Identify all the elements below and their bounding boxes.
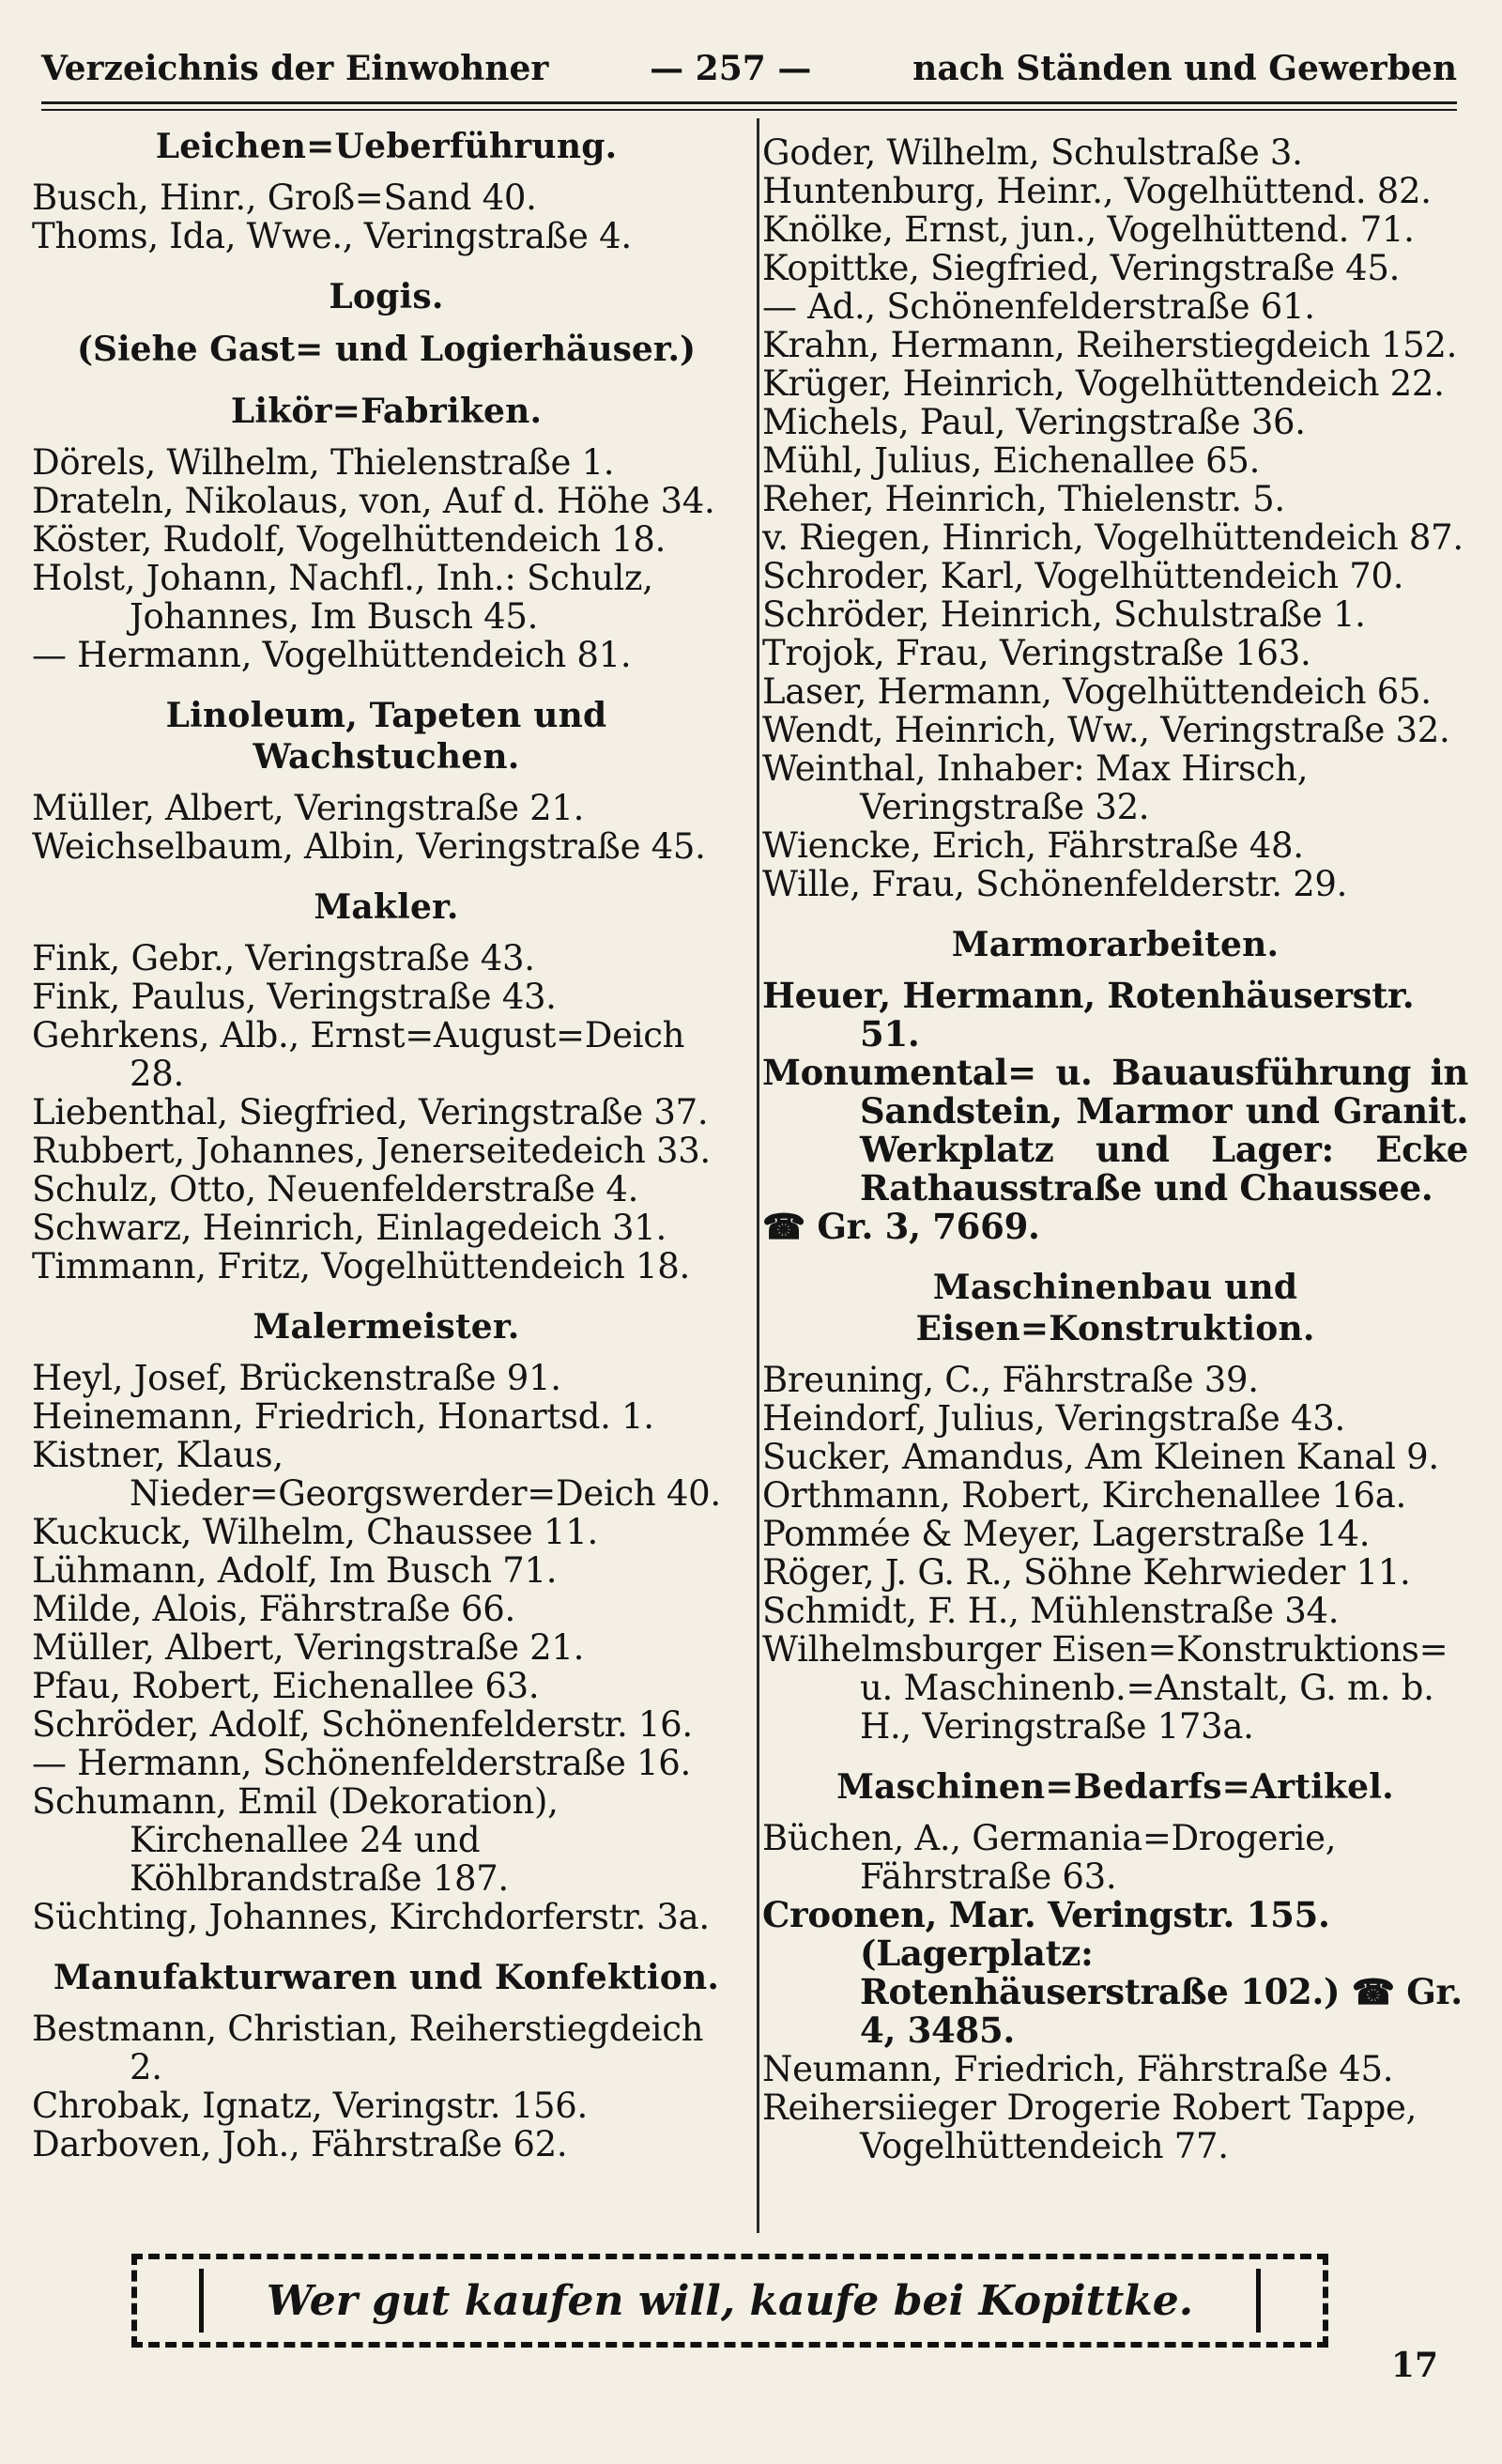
directory-entry: Wilhelmsburger Eisen=Konstruktions= u. Maschinenb.=Anstalt, G. m. b. H., Veringstraße 173a. <box>762 1629 1448 1747</box>
directory-entry: Heyl, Josef, Brückenstraße 91. <box>32 1358 561 1398</box>
directory-entry: Heuer, Hermann, Rotenhäuserstr. 51. <box>762 975 1415 1055</box>
directory-entry: Krüger, Heinrich, Vogelhüttendeich 22. <box>762 363 1445 404</box>
directory-entry: Bestmann, Christian, Reiherstiegdeich 2. <box>32 2009 704 2087</box>
directory-entry: Reihersiieger Drogerie Robert Tappe, Vogelhüttendeich 77. <box>762 2087 1418 2166</box>
directory-entry: v. Riegen, Hinrich, Vogelhüttendeich 87. <box>762 517 1464 558</box>
section-title: Logis. <box>329 277 444 316</box>
directory-entry: Wiencke, Erich, Fährstraße 48. <box>762 825 1304 866</box>
directory-entry: Schwarz, Heinrich, Einlagedeich 31. <box>32 1208 667 1248</box>
section-title: Maschinen=Bedarfs=Artikel. <box>836 1767 1394 1807</box>
directory-entry: Sucker, Amandus, Am Kleinen Kanal 9. <box>762 1437 1439 1477</box>
directory-entry: Schulz, Otto, Neuenfelderstraße 4. <box>32 1169 639 1209</box>
directory-entry: — Hermann, Schönenfelderstraße 16. <box>32 1743 691 1783</box>
section-title: Makler. <box>314 887 459 927</box>
directory-entry: Dörels, Wilhelm, Thielenstraße 1. <box>32 442 615 483</box>
directory-entry: Drateln, Nikolaus, von, Auf d. Höhe 34. <box>32 481 715 521</box>
header-left: Verzeichnis der Einwohner <box>41 49 549 88</box>
directory-entry: Müller, Albert, Veringstraße 21. <box>32 788 585 828</box>
section-title: Manufakturwaren und Konfektion. <box>53 1958 720 1997</box>
directory-entry: Pfau, Robert, Eichenallee 63. <box>32 1666 540 1706</box>
section <box>762 924 1468 1246</box>
directory-entry: Timmann, Fritz, Vogelhüttendeich 18. <box>32 1246 690 1286</box>
section-note: (Siehe Gast= und Logierhäuser.) <box>76 330 697 369</box>
directory-entry: Wendt, Heinrich, Ww., Veringstraße 32. <box>762 710 1450 750</box>
section-title: Malermeister. <box>253 1307 520 1347</box>
section-title: Linoleum, Tapeten und Wachstuchen. <box>165 696 607 777</box>
section <box>32 886 741 1286</box>
directory-entry: Busch, Hinr., Groß=Sand 40. <box>32 177 537 218</box>
directory-entry: Neumann, Friedrich, Fährstraße 45. <box>762 2049 1394 2089</box>
directory-entry: Süchting, Johannes, Kirchdorferstr. 3a. <box>32 1897 710 1937</box>
directory-entry: Röger, J. G. R., Söhne Kehrwieder 11. <box>762 1552 1411 1593</box>
directory-entry: Mühl, Julius, Eichenallee 65. <box>762 440 1261 481</box>
directory-entry: — Hermann, Vogelhüttendeich 81. <box>32 635 632 675</box>
column-divider <box>757 118 759 2233</box>
section-title: Likör=Fabriken. <box>230 392 543 431</box>
directory-entry: Büchen, A., Germania=Drogerie, Fährstraße 63. <box>762 1818 1337 1897</box>
directory-entry: Pommée & Meyer, Lagerstraße 14. <box>762 1514 1371 1554</box>
directory-entry: Heinemann, Friedrich, Honartsd. 1. <box>32 1396 654 1437</box>
section <box>32 391 741 674</box>
directory-entry: Rubbert, Johannes, Jenerseitedeich 33. <box>32 1131 711 1171</box>
directory-entry: Reher, Heinrich, Thielenstr. 5. <box>762 479 1285 519</box>
left-column <box>32 120 741 2164</box>
directory-entry: Krahn, Hermann, Reiherstiegdeich 152. <box>762 325 1458 365</box>
directory-entry: Weichselbaum, Albin, Veringstraße 45. <box>32 826 706 867</box>
directory-entry: Knölke, Ernst, jun., Vogelhüttend. 71. <box>762 209 1415 250</box>
directory-entry: Fink, Gebr., Veringstraße 43. <box>32 938 535 978</box>
header-rule <box>41 101 1457 104</box>
section-title: Marmorarbeiten. <box>951 925 1280 964</box>
directory-entry: Laser, Hermann, Vogelhüttendeich 65. <box>762 671 1432 712</box>
directory-entry: Wille, Frau, Schönenfelderstr. 29. <box>762 864 1348 904</box>
header-rule-second <box>41 109 1457 111</box>
directory-entry: Gehrkens, Alb., Ernst=August=Deich 28. <box>32 1015 685 1094</box>
section-title: Leichen=Ueberführung. <box>155 127 618 166</box>
directory-entry: Darboven, Joh., Fährstraße 62. <box>32 2124 568 2164</box>
directory-entry: Schröder, Heinrich, Schulstraße 1. <box>762 594 1366 635</box>
directory-entry: Monumental= u. Bauausführung in Sandstein, Marmor und Granit. Werkplatz und Lager: Ecke Rathausstraße und Chaussee. <box>762 1052 1468 1209</box>
section <box>762 1267 1468 1746</box>
directory-entry: Thoms, Ida, Wwe., Veringstraße 4. <box>32 216 632 256</box>
directory-entry: Croonen, Mar. Veringstr. 155. (Lagerplatz: Rotenhäuserstraße 102.) ☎ Gr. 4, 3485. <box>762 1894 1463 2051</box>
directory-entry: Holst, Johann, Nachfl., Inh.: Schulz, Johannes, Im Busch 45. <box>32 558 653 637</box>
directory-entry: Müller, Albert, Veringstraße 21. <box>32 1627 585 1668</box>
advert-banner <box>131 2254 1328 2348</box>
section <box>762 1766 1468 2165</box>
section <box>32 695 741 866</box>
directory-entry: Fink, Paulus, Veringstraße 43. <box>32 977 557 1017</box>
directory-entry: Schroder, Karl, Vogelhüttendeich 70. <box>762 556 1404 596</box>
directory-entry: Kistner, Klaus, Nieder=Georgswerder=Deich 40. <box>32 1435 721 1514</box>
directory-entry: Weinthal, Inhaber: Max Hirsch, Veringstraße 32. <box>762 748 1309 827</box>
directory-entry: Milde, Alois, Fährstraße 66. <box>32 1589 515 1629</box>
directory-entry: Schmidt, F. H., Mühlenstraße 34. <box>762 1591 1340 1631</box>
directory-entry: Breuning, C., Fährstraße 39. <box>762 1360 1259 1400</box>
directory-entry: Schröder, Adolf, Schönenfelderstr. 16. <box>32 1704 693 1745</box>
directory-entry: Orthmann, Robert, Kirchenallee 16a. <box>762 1475 1406 1516</box>
directory-entry: Chrobak, Ignatz, Veringstr. 156. <box>32 2086 588 2126</box>
directory-entry: Goder, Wilhelm, Schulstraße 3. <box>762 132 1303 173</box>
directory-entry: Trojok, Frau, Veringstraße 163. <box>762 633 1311 673</box>
directory-entry: Liebenthal, Siegfried, Veringstraße 37. <box>32 1092 709 1132</box>
directory-entry: — Ad., Schönenfelderstraße 61. <box>762 286 1315 327</box>
section <box>32 126 741 255</box>
directory-entry: Köster, Rudolf, Vogelhüttendeich 18. <box>32 519 667 560</box>
directory-entry: Kuckuck, Wilhelm, Chaussee 11. <box>32 1512 598 1552</box>
section <box>762 133 1468 903</box>
directory-entry: Huntenburg, Heinr., Vogelhüttend. 82. <box>762 171 1432 211</box>
directory-entry: ☎ Gr. 3, 7669. <box>762 1206 1040 1247</box>
header-page-number: — 257 — <box>650 49 812 88</box>
section-title: Maschinenbau und Eisen=Konstruktion. <box>915 1268 1315 1348</box>
directory-entry: Michels, Paul, Veringstraße 36. <box>762 402 1306 442</box>
footer-page-number: 17 <box>1390 2346 1438 2385</box>
section <box>32 276 741 370</box>
advert-text: Wer gut kaufen will, kaufe bei Kopittke. <box>199 2269 1261 2333</box>
directory-entry: Lühmann, Adolf, Im Busch 71. <box>32 1550 558 1591</box>
directory-entry: Kopittke, Siegfried, Veringstraße 45. <box>762 248 1401 288</box>
right-column <box>762 120 1468 2165</box>
section <box>32 1957 741 2164</box>
section <box>32 1306 741 1936</box>
directory-entry: Schumann, Emil (Dekoration), Kirchenallee 24 und Köhlbrandstraße 187. <box>32 1781 559 1899</box>
directory-entry: Heindorf, Julius, Veringstraße 43. <box>762 1398 1345 1439</box>
page-header <box>41 49 1457 101</box>
header-right: nach Ständen und Gewerben <box>912 49 1457 88</box>
